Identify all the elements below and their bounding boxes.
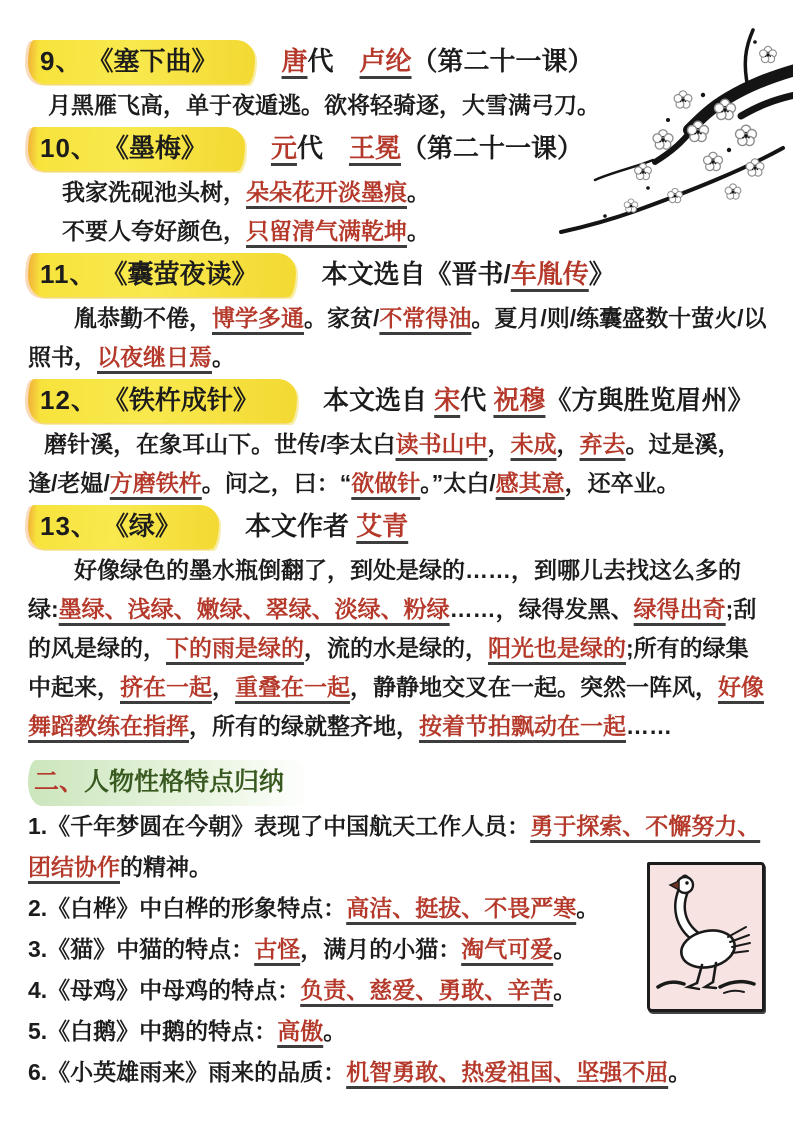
key-phrase: 祝穆 [493, 385, 546, 415]
key-phrase: 艾青 [356, 511, 409, 541]
text-run: ;刮的风是绿的， [28, 596, 757, 661]
goose-art [650, 865, 762, 1009]
heading-highlight [28, 760, 310, 806]
key-phrase: 重叠在一起 [235, 674, 350, 700]
text-run: 磨针溪，在象耳山下。世传/李太白 [44, 431, 396, 457]
poem-line [28, 173, 767, 212]
paragraph [28, 425, 767, 503]
text-run: 胤恭勤不倦， [74, 305, 212, 331]
text-run: 代 [307, 46, 360, 76]
text-run: 二、 [34, 768, 85, 796]
key-phrase: 绿得出奇 [633, 596, 726, 622]
key-phrase: 宋 [434, 385, 461, 415]
text-run: 《方與胜览眉州》 [545, 385, 754, 415]
key-phrase: 古怪 [254, 936, 301, 962]
key-phrase: 唐 [281, 46, 308, 76]
key-phrase: 淘气可爱 [461, 936, 554, 962]
key-phrase: 卢纶 [359, 46, 412, 76]
text-run: 代 [460, 385, 494, 415]
key-phrase: 按着节拍飘动在一起 [419, 713, 626, 739]
section-heading [28, 760, 767, 806]
text-run: 。 [668, 1059, 692, 1085]
text-run: 。 [323, 1018, 347, 1044]
title-text: 《囊萤夜读》 [114, 259, 258, 289]
text-run: 我家洗砚池头树， [62, 179, 246, 205]
text-run: ， [487, 431, 511, 457]
title-number: 10、 [40, 133, 98, 163]
key-phrase: 读书山中 [395, 431, 488, 457]
text-run: 月黑雁飞高，单于夜遁逃。欲将轻骑逐，大雪满弓刀。 [48, 92, 600, 118]
key-phrase: 高洁、挺拔、不畏严寒 [346, 895, 577, 921]
key-phrase: 弃去 [579, 431, 626, 457]
key-phrase: 以夜继日焉 [97, 344, 212, 370]
text-run: ;所有的绿集中起来， [28, 635, 749, 700]
text-run: 5.《白鹅》中鹅的特点： [28, 1018, 278, 1044]
text-run: 本文作者 [244, 511, 357, 541]
text-run: 。夏月/则/练囊盛数十萤火/以照书， [28, 305, 767, 370]
key-phrase: 方磨铁杵 [109, 470, 202, 496]
key-phrase: 机智勇敢、热爱祖国、坚强不屈 [346, 1059, 669, 1085]
key-phrase: 博学多通 [212, 305, 304, 331]
text-run: 。过是溪，逢/老媪/ [28, 431, 741, 496]
title-number: 11、 [40, 259, 97, 289]
text-run: 1.《千年梦圆在今朝》表现了中国航天工作人员： [28, 813, 531, 839]
title-text: 《塞下曲》 [100, 46, 218, 76]
text-run: ， [212, 674, 235, 700]
title-highlight [28, 253, 296, 297]
key-phrase: 感其意 [495, 470, 565, 496]
text-run: 4.《母鸡》中母鸡的特点： [28, 977, 301, 1003]
text-run: 6.《小英雄雨来》雨来的品质： [28, 1059, 347, 1085]
text-run: ，还卒业。 [564, 470, 680, 496]
key-phrase: 车胤传 [510, 259, 589, 289]
text-run: 好像绿色的墨水瓶倒翻了，到处是绿的……，到哪儿去找这么多的绿: [28, 557, 741, 622]
text-run: …… [626, 713, 672, 739]
poem-title-line [28, 505, 767, 549]
title-tail [245, 511, 408, 541]
title-number: 12、 [40, 385, 98, 415]
list-item [28, 1052, 767, 1093]
text-run: 本文选自《晋书/ [321, 259, 511, 289]
title-highlight [28, 505, 219, 549]
title-tail [281, 46, 593, 76]
text-run: 。 [407, 179, 430, 205]
key-phrase: 王冕 [348, 133, 401, 163]
key-phrase: 未成 [510, 431, 557, 457]
poem-title-line [28, 253, 767, 297]
text-run: 。家贫/ [304, 305, 380, 331]
text-run: 。 [576, 895, 600, 921]
key-phrase: 朵朵花开淡墨痕 [246, 179, 407, 205]
text-run: 人物性格特点归纳 [84, 768, 285, 796]
title-tail [271, 133, 583, 163]
text-run: ， [556, 431, 580, 457]
title-number: 13、 [40, 511, 98, 541]
text-run: 3.《猫》中猫的特点： [28, 936, 255, 962]
text-run: 。 [553, 936, 577, 962]
key-phrase: 勇于探索、不懈努力、团结协作 [28, 813, 761, 880]
key-phrase: 负责、慈爱、勇敢、辛苦 [300, 977, 554, 1003]
poem-title-line [28, 379, 767, 423]
text-run: 代 [296, 133, 349, 163]
text-run: 。 [407, 218, 430, 244]
title-text: 《绿》 [115, 511, 181, 541]
title-tail [323, 385, 754, 415]
poem-title-line [28, 40, 767, 84]
key-phrase: 好像舞蹈教练在指挥 [28, 674, 764, 739]
list-item [28, 1011, 767, 1052]
paragraph [28, 299, 767, 377]
text-run: ，静静地交叉在一起。突然一阵风， [350, 674, 718, 700]
text-run: ……，绿得发黑、 [449, 596, 634, 622]
text-run: 2.《白桦》中白桦的形象特点： [28, 895, 347, 921]
text-run: 本文选自 [322, 385, 435, 415]
title-highlight [28, 127, 245, 171]
text-run: ，所有的绿就整齐地， [189, 713, 419, 739]
text-run: 。问之，曰：“ [201, 470, 352, 496]
text-run: （第二十一课） [411, 46, 594, 76]
title-text: 《墨梅》 [115, 133, 207, 163]
poem-line [28, 86, 767, 125]
text-run: 。”太白/ [420, 470, 496, 496]
key-phrase: 欲做针 [351, 470, 421, 496]
text-run: 》 [588, 259, 615, 289]
text-run: 不要人夸好颜色， [62, 218, 246, 244]
key-phrase: 只留清气满乾坤 [246, 218, 407, 244]
text-run: 。 [553, 977, 577, 1003]
key-phrase: 高傲 [277, 1018, 324, 1044]
key-phrase: 元 [270, 133, 297, 163]
title-text: 《铁杵成针》 [115, 385, 259, 415]
text-run: 的精神。 [120, 854, 212, 880]
text-run: ，流的水是绿的， [304, 635, 488, 661]
title-highlight [28, 379, 297, 423]
poem-line [28, 212, 767, 251]
title-number: 9、 [40, 46, 83, 76]
key-phrase: 阳光也是绿的 [488, 635, 626, 661]
poem-title-line [28, 127, 767, 171]
goose-ink-painting [647, 862, 765, 1012]
key-phrase: 下的雨是绿的 [166, 635, 304, 661]
text-run: 。 [212, 344, 235, 370]
text-run: （第二十一课） [400, 133, 583, 163]
key-phrase: 挤在一起 [120, 674, 212, 700]
key-phrase: 不常得油 [379, 305, 472, 331]
text-run: ，满月的小猫： [300, 936, 462, 962]
title-tail [322, 259, 615, 289]
paragraph [28, 551, 767, 746]
title-highlight [28, 40, 255, 84]
key-phrase: 墨绿、浅绿、嫩绿、翠绿、淡绿、粉绿 [58, 596, 450, 622]
